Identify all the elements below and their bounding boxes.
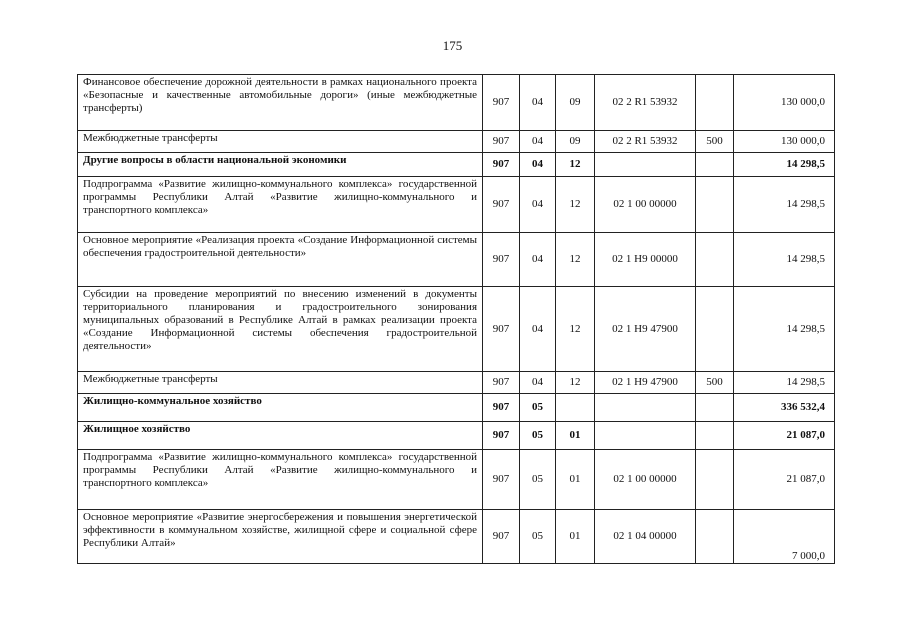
- row-name: Подпрограмма «Развитие жилищно-коммунального комплекса» государственной программы Республики Алтай «Развитие жилищно-коммунального и транспортного комплекса»: [78, 177, 483, 233]
- row-amount: 14 298,5: [734, 287, 835, 372]
- row-amount: 21 087,0: [734, 422, 835, 450]
- row-gov-code: 907: [483, 177, 520, 233]
- row-subsection: 12: [556, 177, 595, 233]
- row-target-article: 02 1 00 00000: [595, 450, 696, 510]
- row-expense-type: 500: [696, 372, 734, 394]
- row-name: Субсидии на проведение мероприятий по внесению изменений в документы территориального планирования и градостроительного зонирования муниципальных образований в Республике Алтай в рамках реализации проекта «Создание Информационной системы обеспечения градостроительной деятельности»: [78, 287, 483, 372]
- table-row: [78, 75, 835, 131]
- row-gov-code: 907: [483, 287, 520, 372]
- row-gov-code: 907: [483, 450, 520, 510]
- row-expense-type: [696, 233, 734, 287]
- table-row: [78, 510, 835, 564]
- row-subsection: [556, 394, 595, 422]
- row-amount: 130 000,0: [734, 131, 835, 153]
- table-row: [78, 131, 835, 153]
- row-name: Подпрограмма «Развитие жилищно-коммунального комплекса» государственной программы Республики Алтай «Развитие жилищно-коммунального и транспортного комплекса»: [78, 450, 483, 510]
- row-subsection: 09: [556, 75, 595, 131]
- row-expense-type: [696, 177, 734, 233]
- row-amount: 336 532,4: [734, 394, 835, 422]
- row-name: Финансовое обеспечение дорожной деятельности в рамках национального проекта «Безопасные и качественные автомобильные дороги» (иные межбюджетные трансферты): [78, 75, 483, 131]
- row-name: Межбюджетные трансферты: [78, 372, 483, 394]
- row-subsection: 01: [556, 510, 595, 564]
- table-row: [78, 372, 835, 394]
- row-section: 04: [520, 75, 556, 131]
- row-expense-type: [696, 510, 734, 564]
- table-row: [78, 233, 835, 287]
- table-row: [78, 450, 835, 510]
- row-section: 05: [520, 450, 556, 510]
- row-section: 05: [520, 510, 556, 564]
- row-amount: 14 298,5: [734, 233, 835, 287]
- row-gov-code: 907: [483, 153, 520, 177]
- row-target-article: [595, 422, 696, 450]
- row-name: Другие вопросы в области национальной экономики: [78, 153, 483, 177]
- row-amount: 14 298,5: [734, 177, 835, 233]
- row-section: 05: [520, 422, 556, 450]
- row-target-article: 02 1 04 00000: [595, 510, 696, 564]
- row-expense-type: [696, 394, 734, 422]
- row-subsection: 09: [556, 131, 595, 153]
- row-target-article: [595, 153, 696, 177]
- row-section: 04: [520, 177, 556, 233]
- row-section: 04: [520, 131, 556, 153]
- row-name: Жилищное хозяйство: [78, 422, 483, 450]
- table-row: [78, 394, 835, 422]
- row-name: Межбюджетные трансферты: [78, 131, 483, 153]
- row-gov-code: 907: [483, 394, 520, 422]
- row-section: 04: [520, 233, 556, 287]
- row-section: 04: [520, 287, 556, 372]
- row-target-article: 02 1 Н9 00000: [595, 233, 696, 287]
- row-target-article: 02 1 00 00000: [595, 177, 696, 233]
- row-amount: 130 000,0: [734, 75, 835, 131]
- row-amount: 14 298,5: [734, 372, 835, 394]
- row-expense-type: [696, 75, 734, 131]
- row-target-article: 02 2 R1 53932: [595, 131, 696, 153]
- row-gov-code: 907: [483, 75, 520, 131]
- row-target-article: 02 1 Н9 47900: [595, 372, 696, 394]
- row-expense-type: [696, 287, 734, 372]
- table-row: [78, 153, 835, 177]
- page-number: 175: [442, 38, 463, 53]
- row-gov-code: 907: [483, 233, 520, 287]
- row-amount: 14 298,5: [734, 153, 835, 177]
- row-name: Основное мероприятие «Реализация проекта «Создание Информационной системы обеспечения градостроительной деятельности»: [78, 233, 483, 287]
- table-row: [78, 422, 835, 450]
- row-section: 04: [520, 153, 556, 177]
- table-row: [78, 287, 835, 372]
- row-subsection: 12: [556, 287, 595, 372]
- budget-table: [77, 74, 835, 564]
- table-row: [78, 177, 835, 233]
- row-subsection: 01: [556, 422, 595, 450]
- row-amount: 7 000,0: [734, 510, 835, 564]
- row-target-article: 02 1 Н9 47900: [595, 287, 696, 372]
- row-amount: 21 087,0: [734, 450, 835, 510]
- row-gov-code: 907: [483, 510, 520, 564]
- row-subsection: 12: [556, 372, 595, 394]
- row-subsection: 01: [556, 450, 595, 510]
- row-expense-type: 500: [696, 131, 734, 153]
- row-expense-type: [696, 153, 734, 177]
- row-target-article: 02 2 R1 53932: [595, 75, 696, 131]
- row-subsection: 12: [556, 233, 595, 287]
- row-target-article: [595, 394, 696, 422]
- row-gov-code: 907: [483, 422, 520, 450]
- row-name: Жилищно-коммунальное хозяйство: [78, 394, 483, 422]
- row-expense-type: [696, 450, 734, 510]
- row-section: 05: [520, 394, 556, 422]
- row-gov-code: 907: [483, 131, 520, 153]
- row-gov-code: 907: [483, 372, 520, 394]
- row-expense-type: [696, 422, 734, 450]
- row-name: Основное мероприятие «Развитие энергосбережения и повышения энергетической эффективности в коммунальном хозяйстве, жилищной сфере и социальной сфере Республики Алтай»: [78, 510, 483, 564]
- row-section: 04: [520, 372, 556, 394]
- row-subsection: 12: [556, 153, 595, 177]
